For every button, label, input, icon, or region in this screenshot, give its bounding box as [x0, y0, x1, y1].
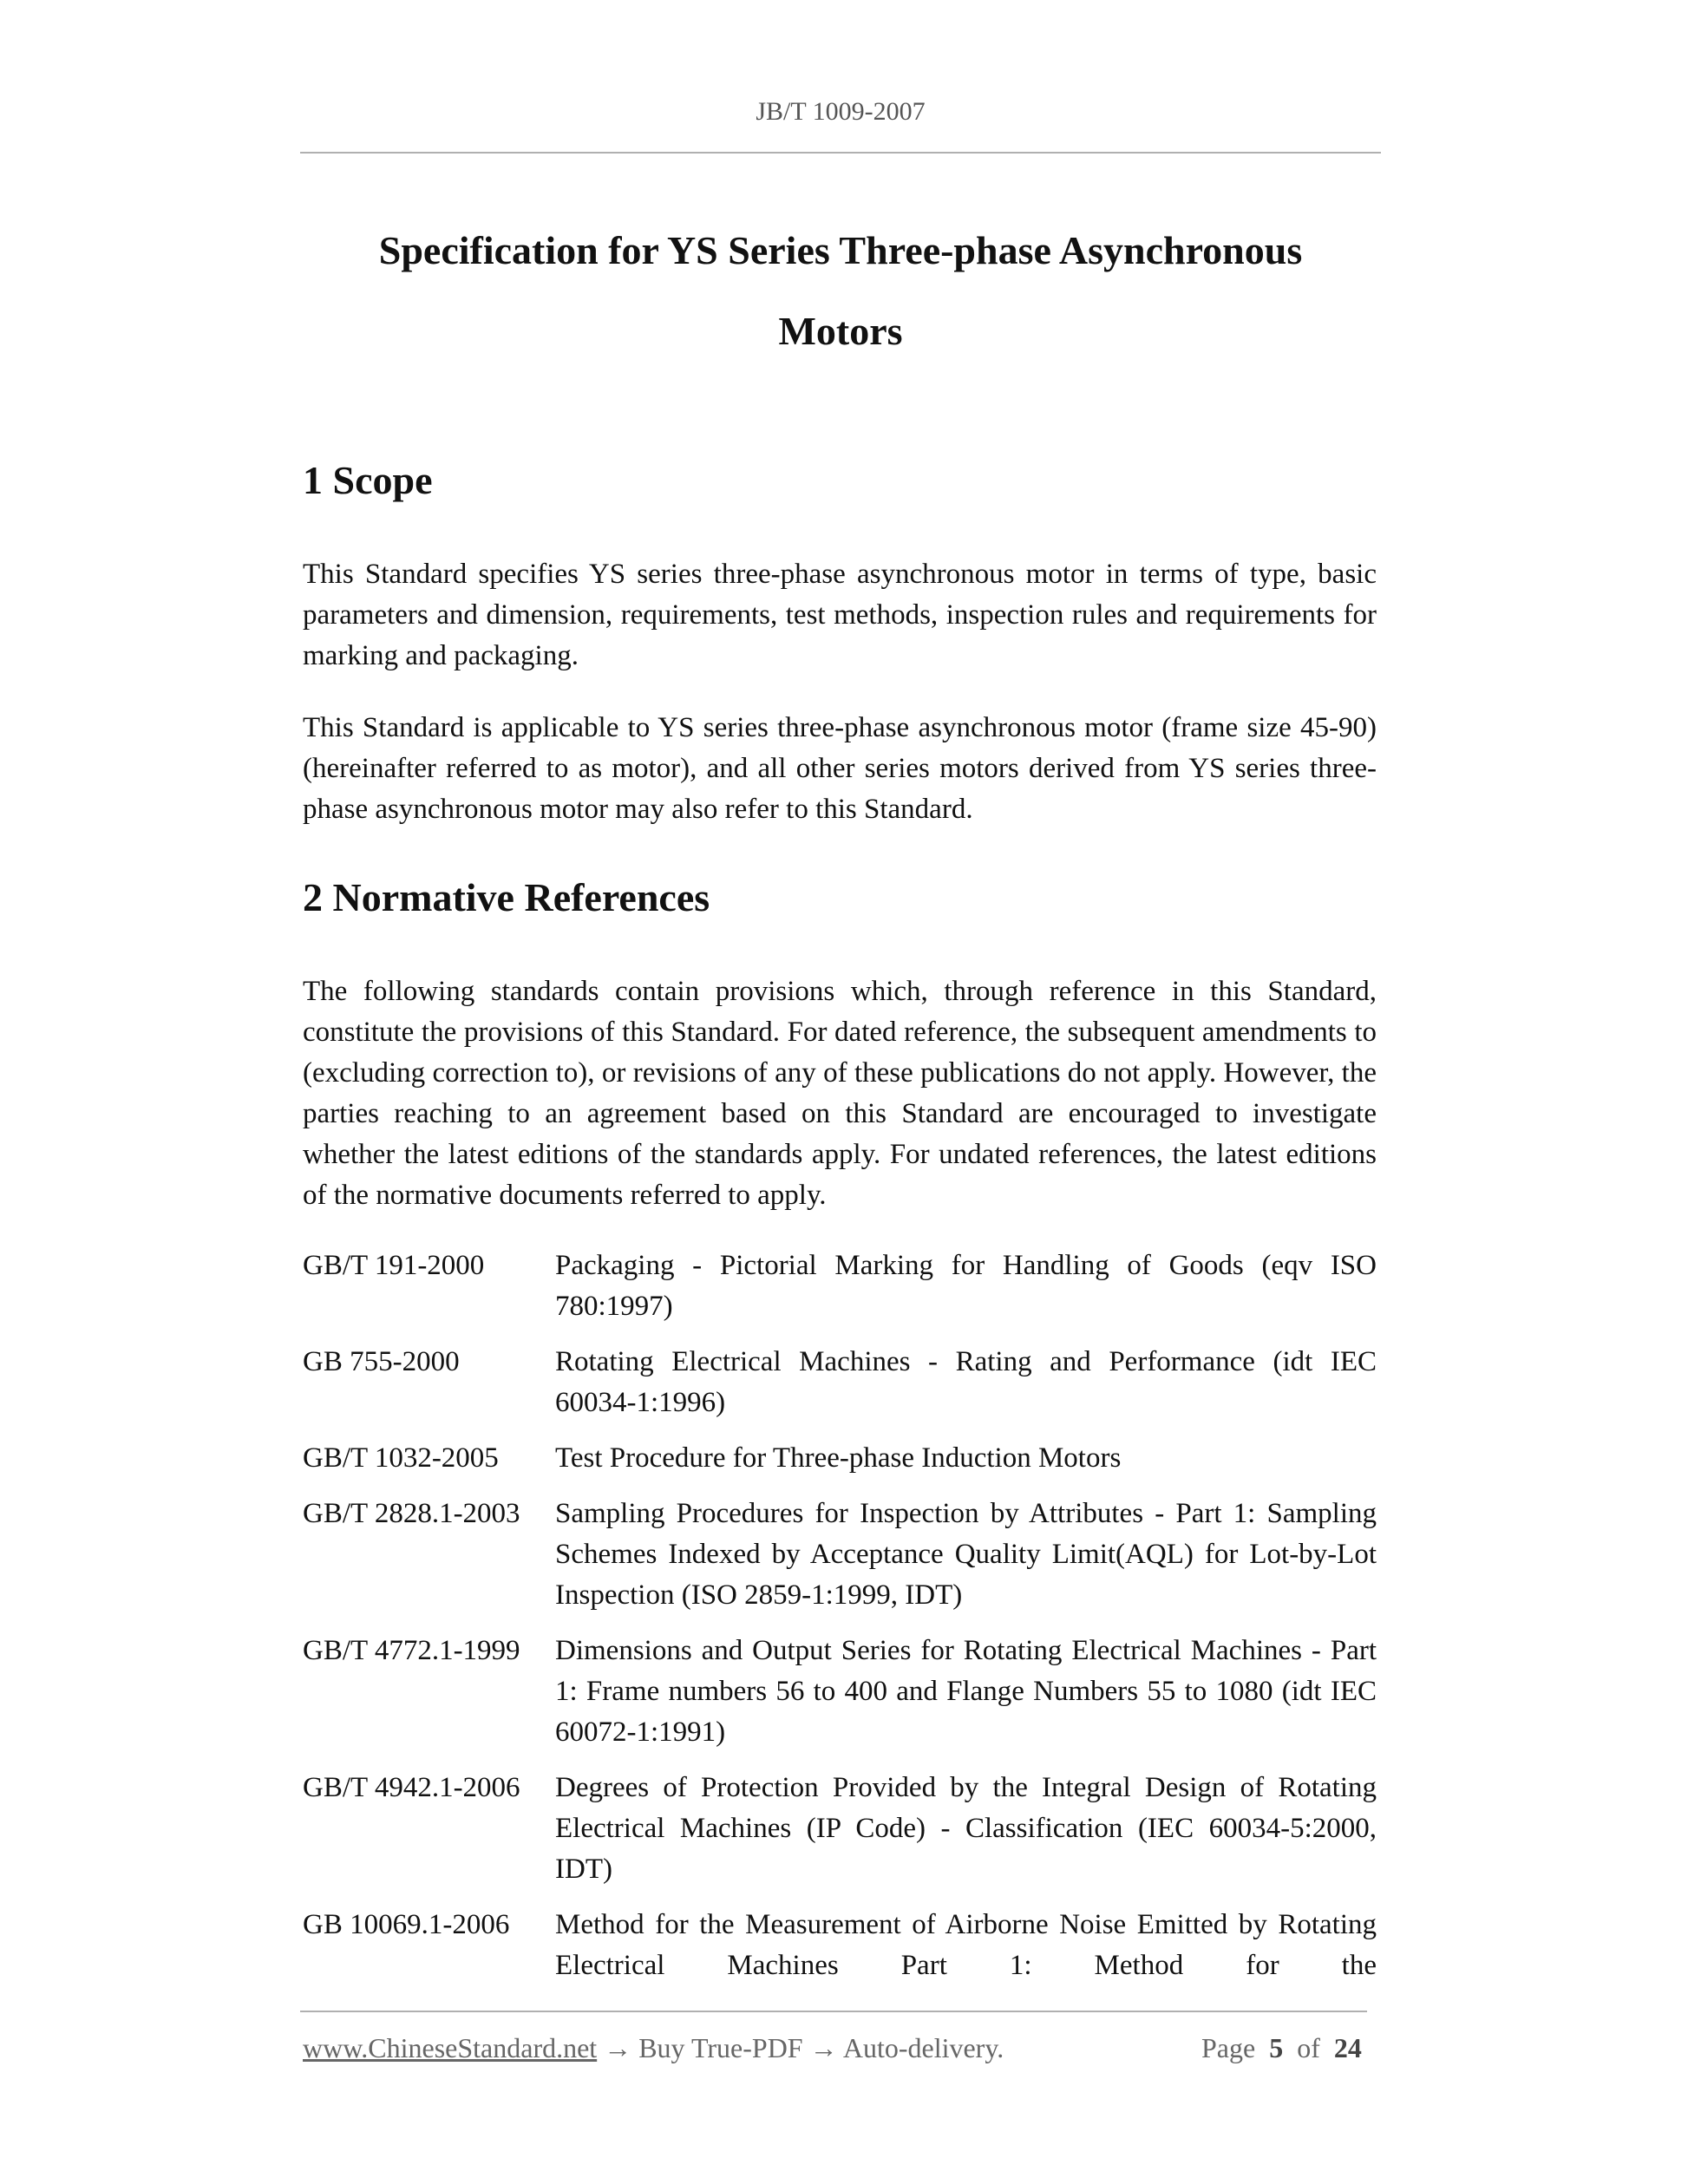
reference-code: GB/T 4772.1-1999	[303, 1635, 520, 1666]
reference-item	[303, 1246, 1377, 1327]
reference-code: GB/T 191-2000	[303, 1250, 485, 1281]
reference-title: Dimensions and Output Series for Rotating Electrical Machines - Part 1: Frame numbers 56 to 400 and Flange Numbers 55 to 1080 (idt IEC 60072-1:1991)	[555, 1635, 1377, 1748]
of-label: of	[1297, 2032, 1320, 2063]
header-divider	[300, 152, 1381, 154]
reference-item	[303, 1768, 1377, 1890]
reference-item	[303, 1905, 1377, 1986]
title-line-2: Motors	[778, 309, 903, 353]
reference-code: GB/T 1032-2005	[303, 1442, 499, 1474]
title-line-1: Specification for YS Series Three-phase Asynchronous	[378, 228, 1303, 272]
section-heading-normative-references: 2 Normative References	[303, 875, 710, 919]
document-title	[300, 210, 1381, 371]
normative-intro-paragraph: The following standards contain provisions which, through reference in this Standard, constitute the provisions of this Standard. For dated reference, the subsequent amendments to (excluding correction to), or revisions of any of these publications do not apply. However, the parties reaching to an agreement based on this Standard are encouraged to investigate whether the latest editions of the standards apply. For undated references, the latest editions of the normative documents referred to apply.	[303, 976, 1377, 1211]
total-pages-number: 24	[1333, 2032, 1362, 2063]
page-content	[303, 454, 1377, 2001]
reference-title: Packaging - Pictorial Marking for Handling of Goods (eqv ISO 780:1997)	[555, 1250, 1377, 1322]
reference-code: GB 10069.1-2006	[303, 1909, 510, 1940]
arrow-right-icon: →	[604, 2032, 632, 2063]
site-link[interactable]: www.ChineseStandard.net	[303, 2032, 598, 2063]
auto-delivery-text: Auto-delivery.	[842, 2032, 1004, 2063]
reference-item	[303, 1438, 1377, 1479]
reference-title: Degrees of Protection Provided by the Integral Design of Rotating Electrical Machines (IP Code) - Classification (IEC 60034-5:2000, IDT)	[555, 1772, 1377, 1885]
reference-code: GB/T 2828.1-2003	[303, 1498, 520, 1529]
reference-title: Sampling Procedures for Inspection by Attributes - Part 1: Sampling Schemes Indexed by Acceptance Quality Limit(AQL) for Lot-by-Lot Inspection (ISO 2859-1:1999, IDT)	[555, 1498, 1377, 1611]
page-label: Page	[1201, 2032, 1256, 2063]
buy-pdf-text: Buy True-PDF	[638, 2032, 803, 2063]
section-heading-scope: 1 Scope	[303, 458, 433, 502]
reference-list	[303, 1246, 1377, 1986]
scope-paragraph-1: This Standard specifies YS series three-phase asynchronous motor in terms of type, basic parameters and dimension, requirements, test methods, inspection rules and requirements for marking and packaging.	[303, 559, 1377, 671]
current-page-number: 5	[1269, 2032, 1284, 2063]
reference-item	[303, 1342, 1377, 1423]
reference-code: GB/T 4942.1-2006	[303, 1772, 520, 1803]
scope-paragraph-2: This Standard is applicable to YS series three-phase asynchronous motor (frame size 45-90) (hereinafter referred to as motor), and all other series motors derived from YS series three-phase asynchronous motor may also refer to this Standard.	[303, 712, 1377, 825]
reference-item	[303, 1631, 1377, 1753]
footer-divider	[300, 2011, 1367, 2012]
reference-title: Rotating Electrical Machines - Rating and Performance (idt IEC 60034-1:1996)	[555, 1346, 1377, 1418]
reference-title: Method for the Measurement of Airborne Noise Emitted by Rotating Electrical Machines Part 1: Method for the	[555, 1909, 1377, 1981]
running-header: JB/T 1009-2007	[756, 97, 926, 126]
footer-promo	[303, 2032, 1004, 2064]
arrow-right-icon: →	[809, 2032, 838, 2063]
reference-title: Test Procedure for Three-phase Induction Motors	[555, 1442, 1122, 1474]
reference-code: GB 755-2000	[303, 1346, 460, 1377]
reference-item	[303, 1494, 1377, 1616]
page-number	[1201, 2032, 1362, 2064]
